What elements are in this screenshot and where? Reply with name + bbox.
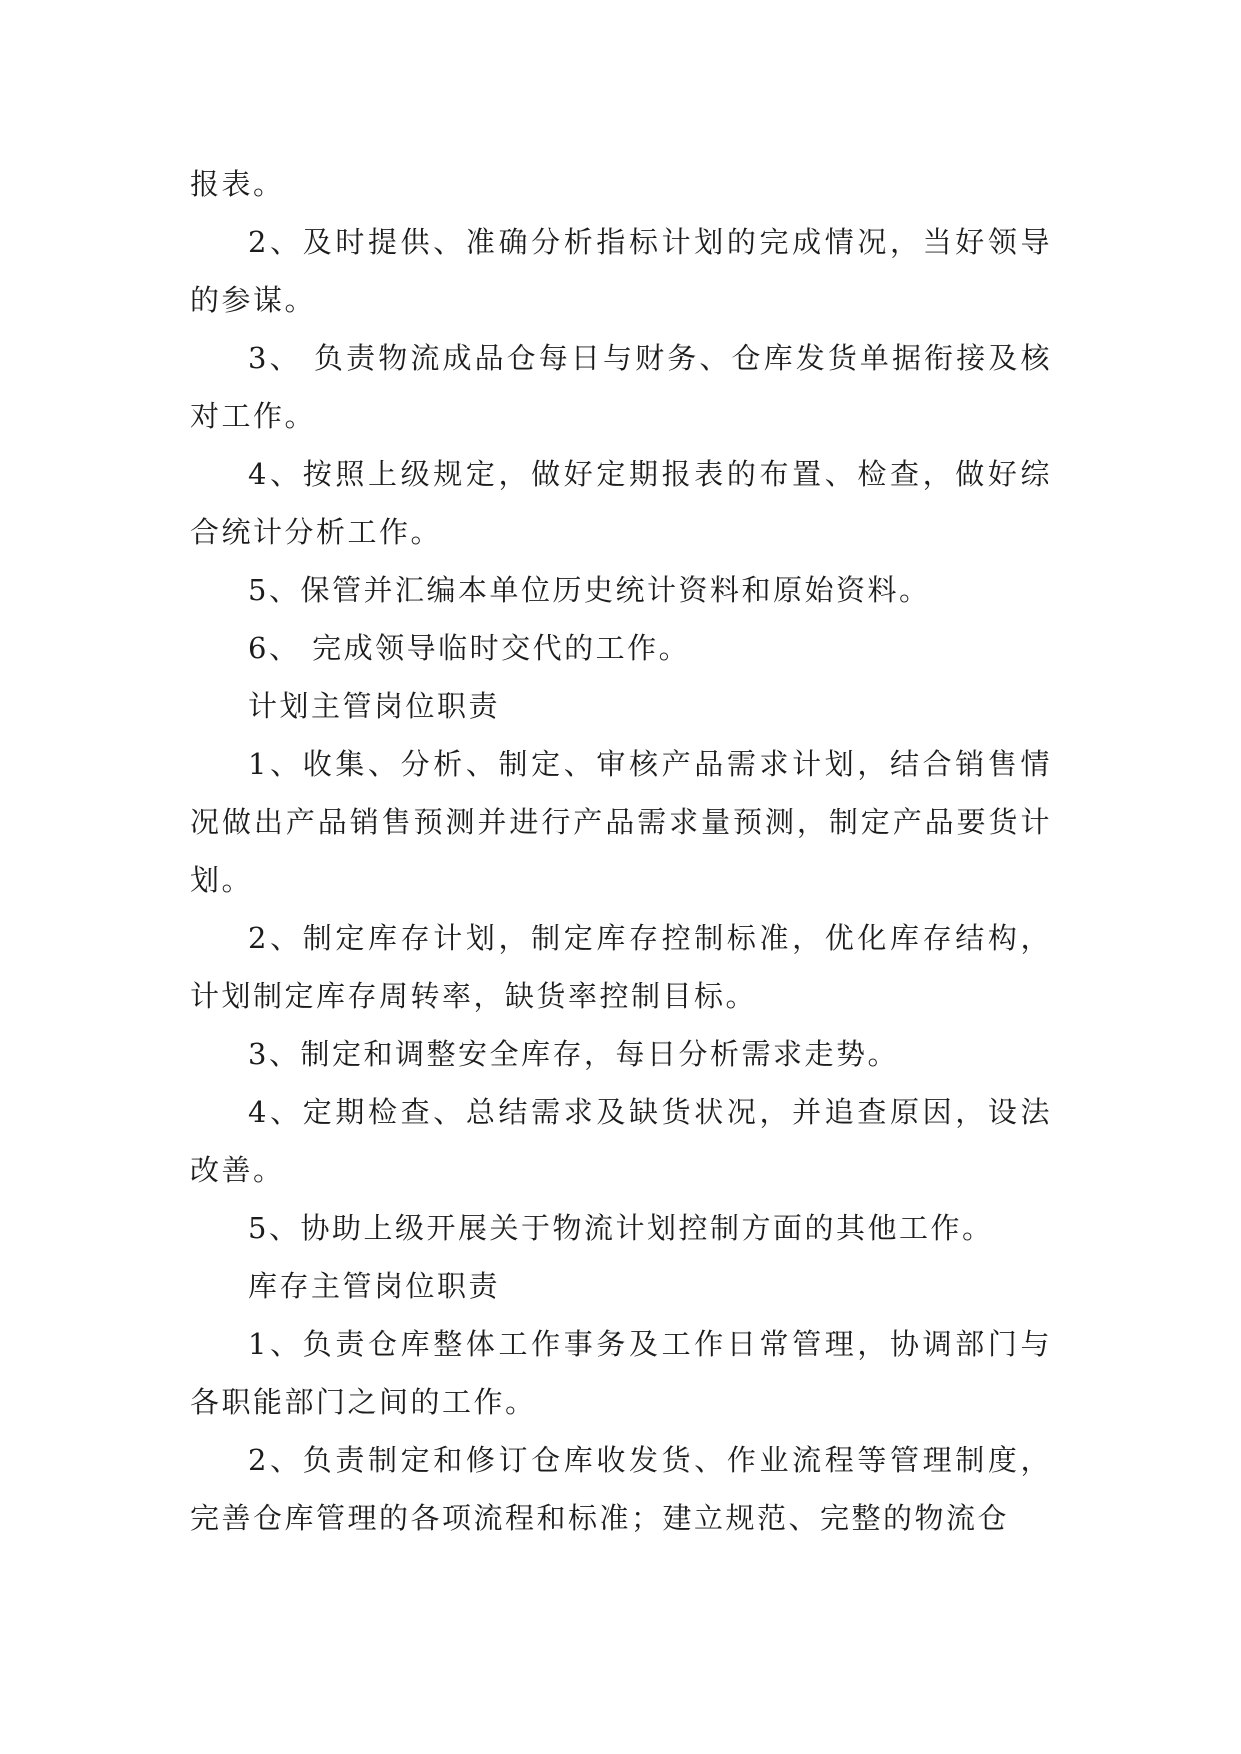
- paragraph-item: 3、 负责物流成品仓每日与财务、仓库发货单据衔接及核对工作。: [190, 341, 1052, 433]
- section-heading-planning-supervisor: 计划主管岗位职责: [248, 689, 501, 723]
- paragraph-item: 4、定期检查、总结需求及缺货状况，并追查原因，设法改善。: [190, 1095, 1052, 1187]
- paragraph-item: 4、按照上级规定，做好定期报表的布置、检查，做好综合统计分析工作。: [190, 457, 1052, 549]
- paragraph-item: 2、负责制定和修订仓库收发货、作业流程等管理制度，完善仓库管理的各项流程和标准；建立规范、完整的物流仓: [190, 1443, 1052, 1535]
- paragraph-item: 1、收集、分析、制定、审核产品需求计划，结合销售情况做出产品销售预测并进行产品需求量预测，制定产品要货计划。: [190, 747, 1052, 897]
- paragraph-continuation: 报表。: [190, 167, 285, 201]
- paragraph-item: 5、协助上级开展关于物流计划控制方面的其他工作。: [248, 1211, 994, 1245]
- paragraph-item: 2、及时提供、准确分析指标计划的完成情况，当好领导的参谋。: [190, 225, 1052, 317]
- paragraph-item: 5、保管并汇编本单位历史统计资料和原始资料。: [248, 573, 931, 607]
- paragraph-item: 1、负责仓库整体工作事务及工作日常管理，协调部门与各职能部门之间的工作。: [190, 1327, 1052, 1419]
- document-body: [190, 155, 1052, 1547]
- section-heading-inventory-supervisor: 库存主管岗位职责: [248, 1269, 501, 1303]
- paragraph-item: 3、制定和调整安全库存，每日分析需求走势。: [248, 1037, 899, 1071]
- paragraph-item: 6、 完成领导临时交代的工作。: [248, 631, 691, 665]
- paragraph-item: 2、制定库存计划，制定库存控制标准，优化库存结构，计划制定库存周转率，缺货率控制目标。: [190, 921, 1052, 1013]
